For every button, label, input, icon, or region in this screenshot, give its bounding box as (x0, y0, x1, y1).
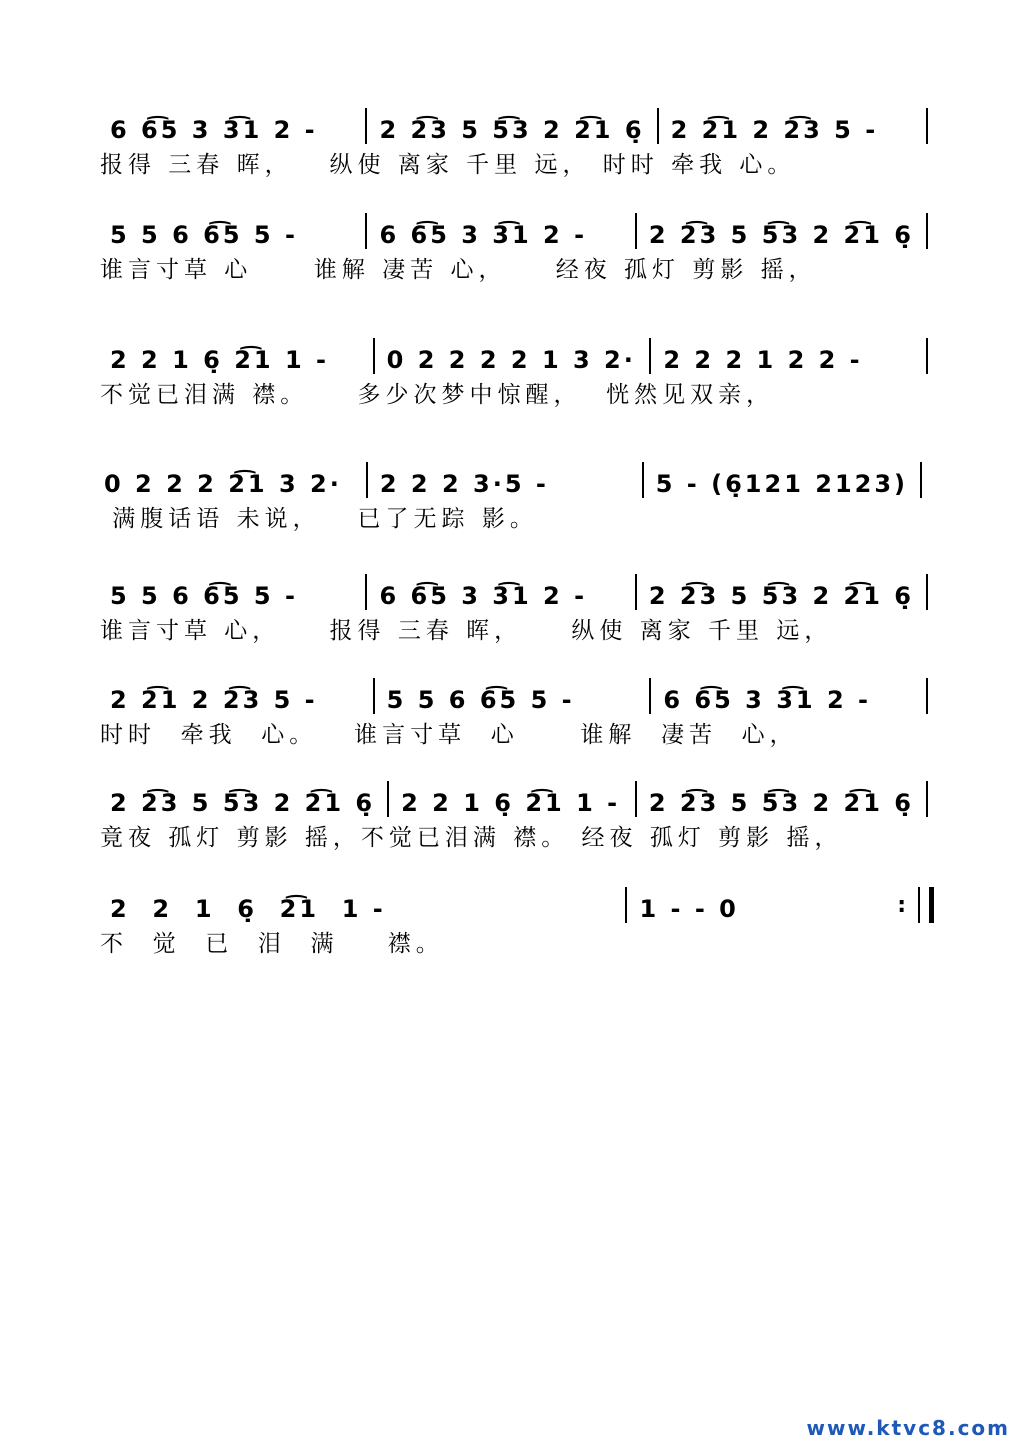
measure: 2 2͡1 2 2͡3 5 - (110, 686, 318, 714)
lyrics-line: 报得 三春 晖， 纵使 离家 千里 远， 时时 牵我 心。 (100, 152, 796, 178)
barline (642, 462, 644, 498)
lyrics-line: 满腹话语 未说， 已了无踪 影。 (100, 506, 538, 532)
lyrics-line: 时时 牵我 心。 谁言寸草 心 谁解 凄苦 心， (100, 722, 798, 748)
system-7 (0, 777, 1024, 867)
barline (649, 338, 651, 374)
lyrics-line: 不 觉 已 泪 满 襟。 (100, 931, 444, 957)
system-8 (0, 883, 1024, 973)
repeat-dots: : (897, 892, 909, 918)
barline (387, 781, 389, 817)
barline (657, 108, 659, 144)
barline (926, 574, 928, 610)
measure: 5 5 6 6͡5 5 - (110, 582, 298, 610)
notation-line (104, 674, 934, 714)
barline (920, 462, 922, 498)
lyrics-line: 不觉已泪满 襟。 多少次梦中惊醒， 恍然见双亲， (100, 382, 775, 408)
site-watermark: www.ktvc8.com (806, 1416, 1010, 1440)
measure: 0 2 2 2 2 1 3 2· (386, 346, 636, 374)
barline (365, 213, 367, 249)
barline (926, 108, 928, 144)
lyrics-line: 竟夜 孤灯 剪影 摇，不觉已泪满 襟。 经夜 孤灯 剪影 摇， (100, 825, 843, 851)
notation-line (98, 458, 928, 498)
barline (373, 338, 375, 374)
measure: 5 5 6 6͡5 5 - (110, 221, 298, 249)
system-1 (0, 104, 1024, 194)
measure: 2 2 1 6̣ 2͡1 1 - (110, 895, 386, 923)
barline (926, 338, 928, 374)
measure: 6 6͡5 3 3͡1 2 - (379, 582, 588, 610)
measure: 2 2 1 6̣ 2͡1 1 - (110, 346, 329, 374)
notation-line (104, 104, 934, 144)
measure: 5 5 6 6͡5 5 - (386, 686, 575, 714)
barline (625, 887, 627, 923)
notation-line (104, 209, 934, 249)
measure: 2 2 2 1 2 2 - (663, 346, 863, 374)
measure: 1 - - 0 (639, 895, 739, 923)
measure: 0 2 2 2 2͡1 3 2· (104, 470, 342, 498)
barline (635, 781, 637, 817)
system-2 (0, 209, 1024, 299)
notation-line (104, 334, 934, 374)
barline (635, 213, 637, 249)
measure: 2 2 2 3·5 - (379, 470, 549, 498)
barline (926, 213, 928, 249)
barline (918, 887, 920, 923)
measure: 2 2 1 6̣ 2͡1 1 - (401, 789, 621, 817)
system-5 (0, 570, 1024, 660)
measure: 2 2͡3 5 5͡3 2 2͡1 6̣ (648, 221, 914, 249)
barline (635, 574, 637, 610)
measure: 2 2͡3 5 5͡3 2 2͡1 6̣ (110, 789, 376, 817)
measure: 2 2͡3 5 5͡3 2 2͡1 6̣ (648, 582, 914, 610)
measure: 6 6͡5 3 3͡1 2 - (379, 221, 588, 249)
notation-line (104, 883, 934, 923)
measure: 2 2͡3 5 5͡3 2 2͡1 6̣ (379, 116, 645, 144)
measure: 5 - (6̣121 2123) (655, 470, 909, 498)
notation-line (104, 777, 934, 817)
measure: 2 2͡3 5 5͡3 2 2͡1 6̣ (648, 789, 914, 817)
barline (366, 462, 368, 498)
barline (649, 678, 651, 714)
barline (365, 574, 367, 610)
system-4 (0, 458, 1024, 548)
measure: 6 6͡5 3 3͡1 2 - (663, 686, 871, 714)
lyrics-line: 谁言寸草 心， 报得 三春 晖， 纵使 离家 千里 远， (100, 618, 833, 644)
thick-barline (929, 887, 934, 923)
measure: 6 6͡5 3 3͡1 2 - (110, 116, 318, 144)
notation-line (104, 570, 934, 610)
measure: 2 2͡1 2 2͡3 5 - (670, 116, 879, 144)
system-3 (0, 334, 1024, 424)
barline (373, 678, 375, 714)
barline (926, 678, 928, 714)
lyrics-line: 谁言寸草 心 谁解 凄苦 心， 经夜 孤灯 剪影 摇， (100, 257, 817, 283)
system-6 (0, 674, 1024, 764)
barline (926, 781, 928, 817)
barline (365, 108, 367, 144)
end-repeat-barline (897, 887, 934, 923)
